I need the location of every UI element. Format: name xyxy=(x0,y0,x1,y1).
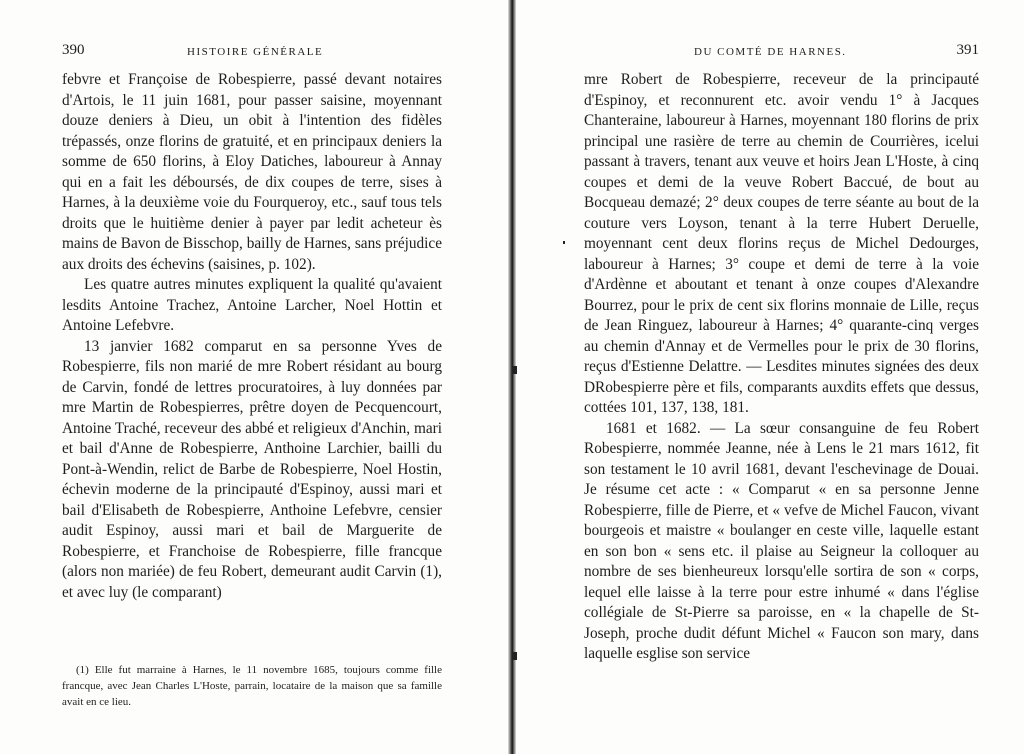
gutter-mark xyxy=(513,652,517,660)
left-page xyxy=(0,0,508,754)
right-page-body xyxy=(584,70,979,665)
footnote xyxy=(62,662,442,710)
book-gutter xyxy=(508,0,516,754)
paragraph: Les quatre autres minutes expliquent la qualité qu'avaient lesdits Antoine Trachez, Antoine Larcher, Noel Hottin et Antoine Lefebvre. xyxy=(62,276,442,334)
running-head: DU COMTÉ DE HARNES. xyxy=(694,46,847,58)
paragraph: mre Robert de Robespierre, receveur de la principauté d'Espinoy, et reconnurent etc. avoir vendu 1° à Jacques Chanteraine, laboureur à Harnes, moyennant 180 florins de prix principal une rasière de terre au chemin de Courrières, icelui passant à travers, tenant aux veuve et hoirs Jean L'Hoste, à cinq coupes et demi de la veuve Robert Baccué, de bout au Bocqueau demazé; 2° deux coupes de terre séante au bout de la couture vers Loyson, tenant à la terre Hubert Deruelle, moyennant cent deux florins reçus de Michel Dedourges, laboureur à Harnes; 3° coupe et demi de terre à la voie d'Ardènne et aboutant et tenant à onze coupes d'Alexandre Bourrez, pour le prix de cent six florins monnaie de Lille, reçus de Jean Ringuez, laboureur à Harnes; 4° quarante-cinq verges au chemin d'Annay et de Vermelles pour le prix de 30 florins, reçus d'Estienne Delattre. — Lesdites minutes signées des deux DRobespierre père et fils, comparants auxdits effets que dessus, cottées 101, 137, 138, 181. xyxy=(584,71,979,416)
paragraph: 13 janvier 1682 comparut en sa personne Yves de Robespierre, fils non marié de mre Robert résidant au bourg de Carvin, fondé de lettres procuratoires, à luy données par mre Martin de Robespierres, prêtre doyen de Pecquencourt, Antoine Traché, receveur des abbé et religieux d'Anchin, mari et bail d'Anne de Robespierre, Anthoine Larchier, bailli du Pont-à-Wendin, relict de Barbe de Robespierre, Noel Hostin, échevin moderne de la principauté d'Espinoy, aussi mari et bail d'Elisabeth de Robespierre, Anthoine Lefebvre, censier audit Espinoy, aussi mari et bail de Marguerite de Robespierre, et Franchoise de Robespierre, fille francque (alors non mariée) de feu Robert, demeurant audit Carvin (1), et avec luy (le comparant) xyxy=(62,337,442,601)
footnote-text: (1) Elle fut marraine à Harnes, le 11 novembre 1685, toujours comme fille francque, avec Jean Charles L'Hoste, parrain, locataire de la maison que sa famille avait en ce lieu. xyxy=(62,664,442,708)
gutter-mark xyxy=(513,366,517,374)
page-number: 391 xyxy=(956,42,979,58)
running-head: HISTOIRE GÉNÉRALE xyxy=(187,46,324,58)
paragraph: 1681 et 1682. — La sœur consanguine de feu Robert Robespierre, nommée Jeanne, née à Lens le 21 mars 1612, fit son testament le 10 avril 1681, devant l'eschevinage de Douai. Je résume cet acte : « Comparut « en sa personne Jenne Robespierre, fille de Pierre, et « vefve de Michel Faucon, vivant bourgeois et maistre « boulanger en ceste ville, laquelle estant en son bon « sens etc. il plaise au Seigneur la colloquer au nombre de ses bienheureux lorsqu'elle sortira de son « corps, lequel elle laisse à la terre pour estre inhumé « dans l'église collégiale de St-Pierre sa paroisse, en « la chapelle de St-Joseph, proche dudit défunt Michel « Faucon son mary, dans laquelle esglise son service xyxy=(584,419,979,662)
left-page-header xyxy=(62,42,442,66)
page-number: 390 xyxy=(62,42,85,58)
right-page-header xyxy=(584,42,979,66)
scan-speck xyxy=(563,241,565,244)
paragraph: febvre et Françoise de Robespierre, passé devant notaires d'Artois, le 11 juin 1681, pour passer saisine, moyennant douze deniers à Dieu, un obit à l'intention des fidèles trépassés, onze florins de gratuité, et en principaux deniers la somme de 650 florins, à Eloy Datiches, laboureur à Annay qui en a fait les déboursés, de dix coupes de terre, sises à Harnes, à la deuxième voie du Fourqueroy, etc., sauf tous tels droits que le huitième denier à payer par ledit acheteur ès mains de Bavon de Bisschop, bailly de Harnes, sans préjudice aux droits des échevins (saisines, p. 102). xyxy=(62,71,442,273)
left-page-body xyxy=(62,70,442,603)
right-page xyxy=(516,0,1024,754)
